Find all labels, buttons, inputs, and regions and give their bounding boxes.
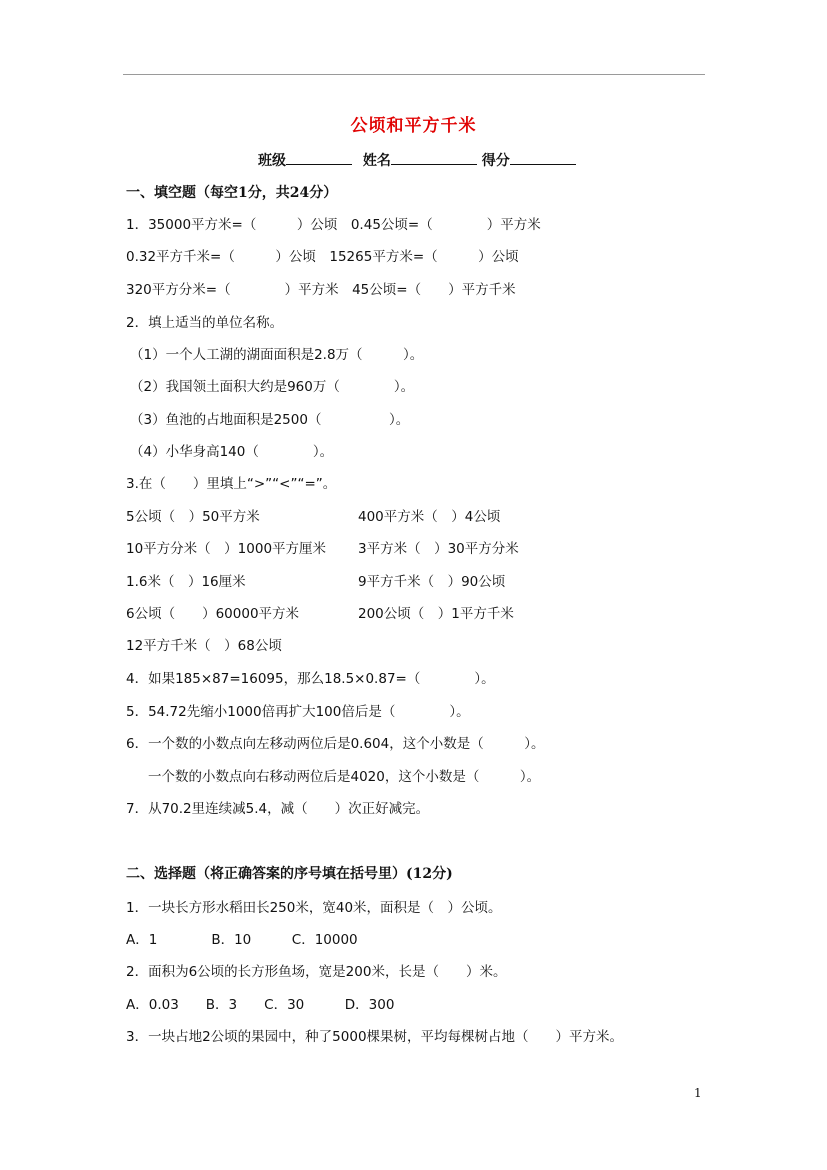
s2-q3: 3．一块占地2公顷的果园中，种了5000棵果树，平均每棵树占地（ ）平方米。 bbox=[126, 1029, 624, 1045]
s2-q1: 1．一块长方形水稻田长250米，宽40米，面积是（ ）公顷。 bbox=[126, 900, 502, 916]
q7: 7．从70.2里连续减5.4，减（ ）次正好减完。 bbox=[126, 801, 430, 817]
page-number: 1 bbox=[694, 1086, 702, 1100]
section2-heading: 二、选择题（将正确答案的序号填在括号里）(12分) bbox=[126, 866, 453, 882]
q2-part4: （4）小华身高140（ ）。 bbox=[130, 444, 334, 460]
q4: 4．如果185×87=16095，那么18.5×0.87=（ ）。 bbox=[126, 671, 495, 687]
q3-row3-left: 1.6米（ ）16厘米 bbox=[126, 574, 246, 590]
section1-heading: 一、填空题（每空1分，共24分） bbox=[126, 185, 338, 201]
q5: 5．54.72先缩小1000倍再扩大100倍后是（ ）。 bbox=[126, 704, 470, 720]
q6-line-a: 6．一个数的小数点向左移动两位后是0.604，这个小数是（ ）。 bbox=[126, 736, 545, 752]
score-blank[interactable] bbox=[510, 152, 576, 165]
q2-stem: 2．填上适当的单位名称。 bbox=[126, 315, 284, 331]
class-blank[interactable] bbox=[286, 152, 352, 165]
q1-line-a: 1．35000平方米=（ ）公顷 0.45公顷=（ ）平方米 bbox=[126, 217, 541, 233]
q3-row5-left: 12平方千米（ ）68公顷 bbox=[126, 638, 282, 654]
q1-line-c: 320平方分米=（ ）平方米 45公顷=（ ）平方千米 bbox=[126, 282, 516, 298]
q3-row1-right: 400平方米（ ）4公顷 bbox=[358, 509, 501, 525]
s2-q2-options: A．0.03 B．3 C．30 D．300 bbox=[126, 997, 395, 1013]
page-title: 公顷和平方千米 bbox=[350, 116, 477, 136]
q2-part3: （3）鱼池的占地面积是2500（ ）。 bbox=[130, 412, 410, 428]
q2-part2: （2）我国领土面积大约是960万（ ）。 bbox=[130, 379, 415, 395]
q6-line-b: 一个数的小数点向右移动两位后是4020，这个小数是（ ）。 bbox=[148, 769, 541, 785]
student-info-line bbox=[258, 150, 576, 170]
s2-q2: 2．面积为6公顷的长方形鱼场，宽是200米，长是（ ）米。 bbox=[126, 964, 507, 980]
q3-row4-left: 6公顷（ ）60000平方米 bbox=[126, 606, 300, 622]
q3-row1-left: 5公顷（ ）50平方米 bbox=[126, 509, 260, 525]
class-label: 班级 bbox=[258, 153, 286, 169]
header-rule bbox=[123, 74, 705, 75]
score-label: 得分 bbox=[481, 153, 510, 169]
q3-stem: 3.在（ ）里填上“>”“<”“=”。 bbox=[126, 476, 337, 492]
q2-part1: （1）一个人工湖的湖面面积是2.8万（ ）。 bbox=[130, 347, 424, 363]
s2-q1-options: A．1 B．10 C．10000 bbox=[126, 932, 358, 948]
q3-row2-right: 3平方米（ ）30平方分米 bbox=[358, 541, 519, 557]
q3-row3-right: 9平方千米（ ）90公顷 bbox=[358, 574, 506, 590]
name-label: 姓名 bbox=[362, 153, 391, 169]
q1-line-b: 0.32平方千米=（ ）公顷 15265平方米=（ ）公顷 bbox=[126, 249, 519, 265]
q3-row4-right: 200公顷（ ）1平方千米 bbox=[358, 606, 514, 622]
q3-row2-left: 10平方分米（ ）1000平方厘米 bbox=[126, 541, 327, 557]
name-blank[interactable] bbox=[391, 152, 477, 165]
